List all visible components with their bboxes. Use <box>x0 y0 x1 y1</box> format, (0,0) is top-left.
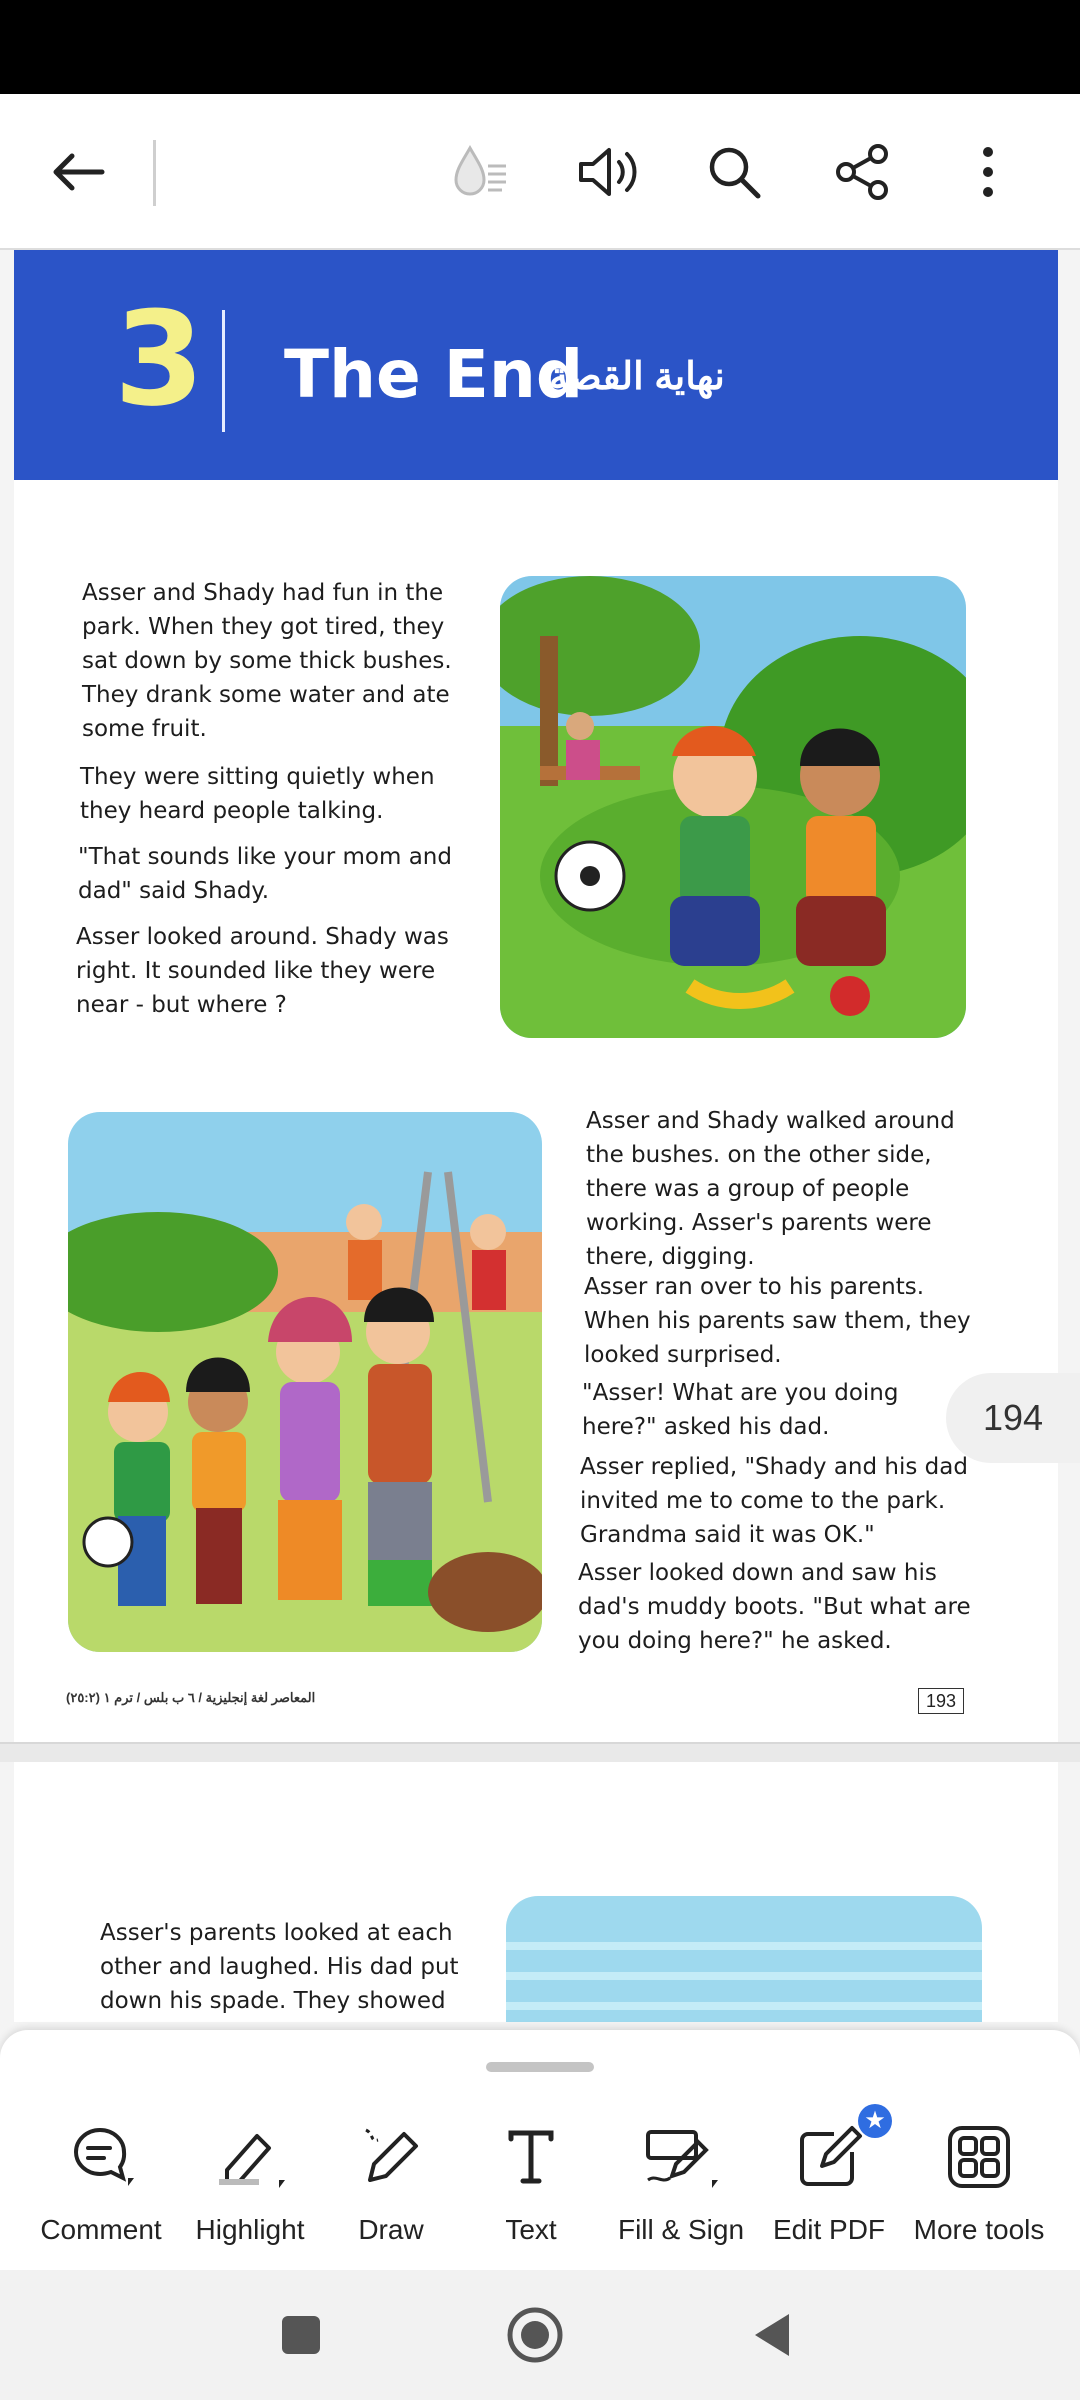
tool-draw[interactable] <box>316 2120 466 2246</box>
story-paragraph: Asser replied, "Shady and his dad invited me to come to the park. Grandma said it was OK." <box>580 1454 968 1548</box>
tool-label: Highlight <box>195 2214 305 2245</box>
story-paragraph: Asser ran over to his parents. When his parents saw them, they looked surprised. <box>584 1274 971 1368</box>
share-icon[interactable] <box>814 124 910 220</box>
toolbar-divider <box>153 140 156 206</box>
comment-icon <box>26 2120 176 2194</box>
story-illustration-park <box>500 576 966 1038</box>
sheet-drag-handle[interactable] <box>486 2062 594 2072</box>
page-footer: (٢٥:٢) المعاصر لغة إنجليزية / ٦ ب بلس / ترم ١ <box>66 1690 316 1705</box>
home-icon[interactable] <box>500 2300 570 2370</box>
tool-label: Edit PDF <box>772 2214 886 2245</box>
edit-pdf-icon <box>754 2107 904 2194</box>
chapter-title-arabic: نهاية القصة <box>549 356 725 398</box>
tool-text[interactable] <box>456 2120 606 2246</box>
printed-page-number: 193 <box>918 1688 964 1714</box>
search-icon[interactable] <box>686 124 782 220</box>
top-toolbar <box>0 94 1080 250</box>
tool-label: Comment <box>40 2214 162 2245</box>
back-icon[interactable] <box>736 2300 806 2370</box>
page-separator <box>0 1742 1080 1762</box>
text-icon <box>456 2120 606 2194</box>
tool-edit-pdf[interactable] <box>754 2107 904 2246</box>
story-illustration-next <box>506 1896 982 2022</box>
liquid-mode-icon[interactable] <box>432 124 528 220</box>
more-vertical-icon[interactable] <box>940 124 1036 220</box>
status-bar <box>0 0 1080 94</box>
premium-star-badge: ★ <box>858 2104 892 2138</box>
story-paragraph: Asser's parents looked at each other and laughed. His dad put down his spade. They showed <box>100 1920 459 2014</box>
chapter-number: 3 <box>114 283 205 435</box>
banner-divider <box>222 310 225 432</box>
page-indicator[interactable]: 194 <box>946 1373 1080 1463</box>
story-paragraph: They were sitting quietly when they heard people talking. <box>80 764 435 824</box>
story-paragraph: Asser and Shady had fun in the park. When they got tired, they sat down by some thick bushes. They drank some water and ate some fruit. <box>82 580 452 742</box>
fill-sign-icon <box>606 2120 756 2194</box>
story-paragraph: Asser looked around. Shady was right. It sounded like they were near - but where ? <box>76 924 449 1018</box>
tool-label: Draw <box>358 2214 424 2245</box>
tool-highlight[interactable] <box>175 2120 325 2246</box>
chapter-title: The End <box>284 336 584 413</box>
pdf-page <box>14 250 1058 1742</box>
highlight-icon <box>175 2120 325 2194</box>
story-paragraph: Asser and Shady walked around the bushes. on the other side, there was a group of people working. Asser's parents were there, digging. <box>586 1108 955 1270</box>
tool-label: More tools <box>913 2214 1045 2245</box>
story-paragraph: Asser looked down and saw his dad's muddy boots. "But what are you doing here?" he asked. <box>578 1560 971 1654</box>
chapter-banner <box>14 250 1058 480</box>
speaker-icon[interactable] <box>560 124 656 220</box>
story-paragraph: "That sounds like your mom and dad" said Shady. <box>78 844 452 904</box>
story-paragraph: "Asser! What are you doing here?" asked his dad. <box>582 1380 899 1440</box>
tool-label: Fill & Sign <box>617 2214 745 2245</box>
recents-icon[interactable] <box>266 2300 336 2370</box>
tool-more-tools[interactable] <box>904 2120 1054 2246</box>
back-arrow-icon[interactable] <box>30 124 126 220</box>
tool-fill-sign[interactable] <box>606 2120 756 2246</box>
story-illustration-parents <box>68 1112 542 1652</box>
system-nav-bar <box>0 2270 1080 2400</box>
tool-comment[interactable] <box>26 2120 176 2246</box>
pdf-page-next <box>14 1762 1058 2022</box>
more-tools-icon <box>904 2120 1054 2194</box>
tools-sheet <box>0 2030 1080 2270</box>
tool-label: Text <box>505 2214 557 2245</box>
draw-icon <box>316 2120 466 2194</box>
